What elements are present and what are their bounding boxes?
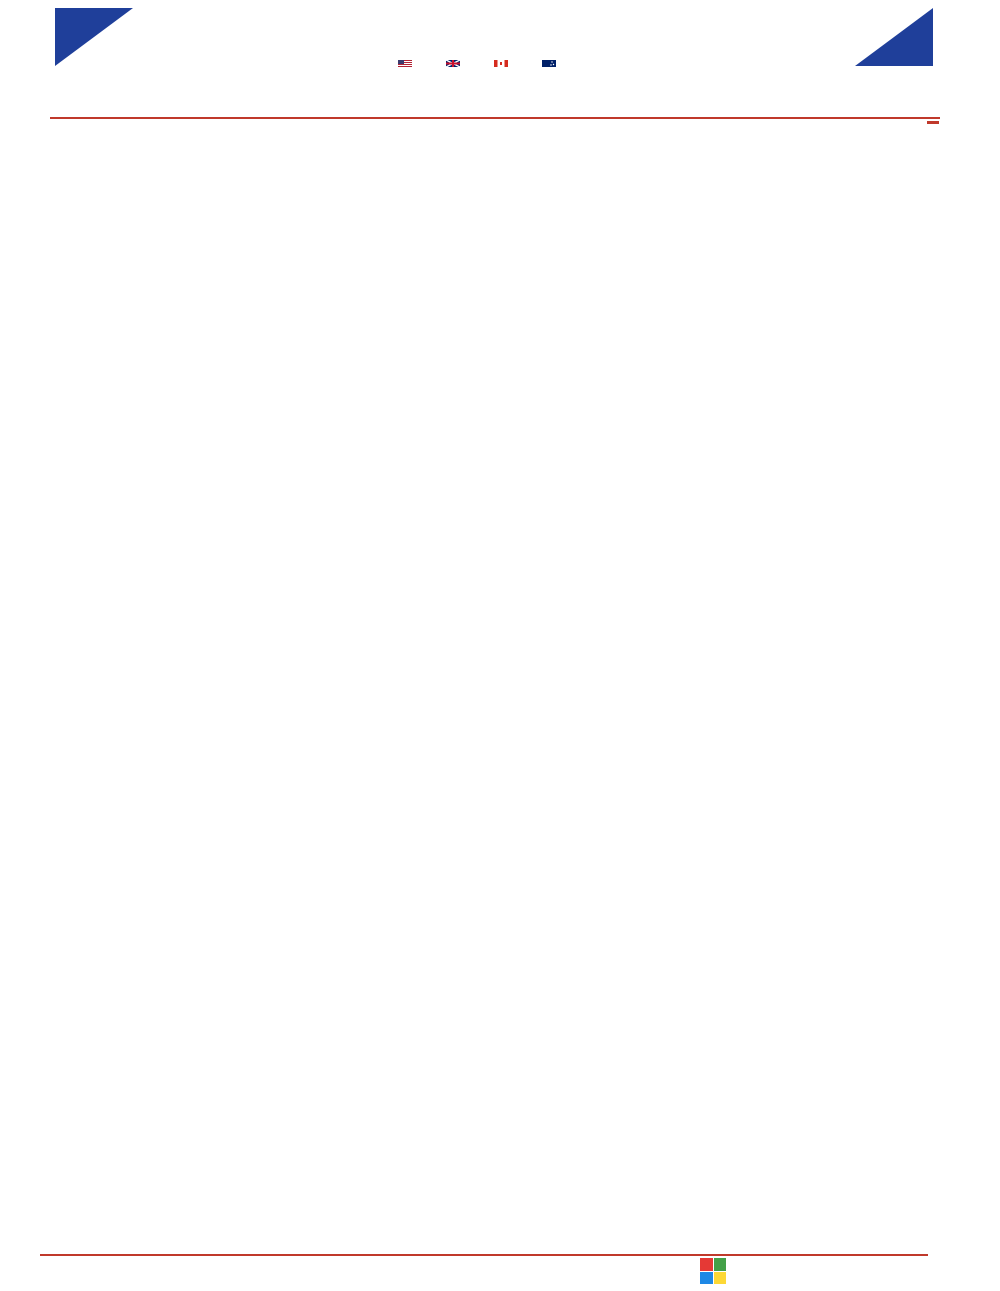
canada-flag-icon [494, 60, 508, 67]
uk-flag-icon [446, 60, 460, 67]
australia-flag-icon [542, 60, 556, 67]
liveworksheets-logo-icon [700, 1258, 726, 1284]
us-flag-icon [398, 60, 412, 67]
header-divider [50, 117, 940, 119]
footer-divider [40, 1254, 928, 1256]
divider-accent [927, 121, 939, 124]
lexico-heading [82, 587, 87, 609]
banner-right-triangle [855, 8, 933, 66]
listening-heading [82, 337, 87, 359]
header-banner [55, 6, 933, 66]
banner-left-triangle [55, 8, 133, 66]
flag-row [398, 60, 556, 67]
